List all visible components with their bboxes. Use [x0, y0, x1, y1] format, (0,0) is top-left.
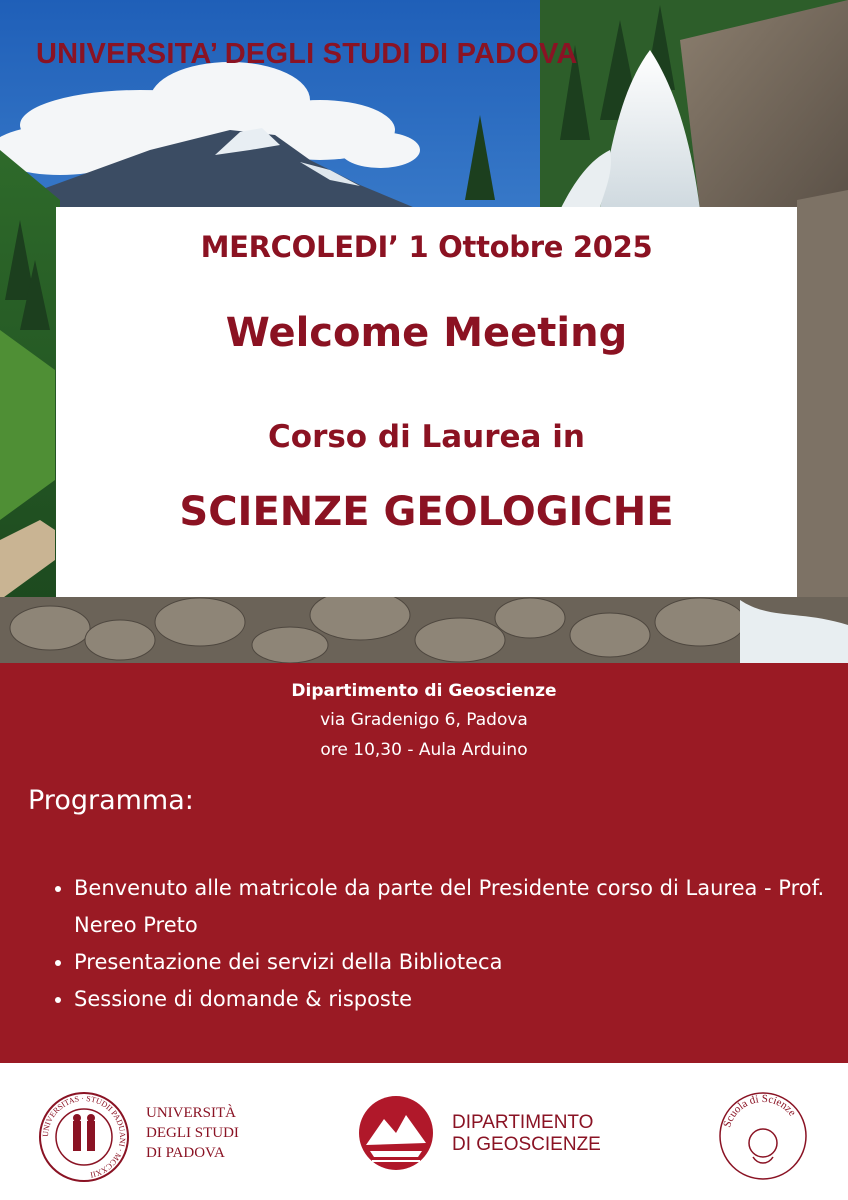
unipd-line-1: UNIVERSITÀ	[146, 1105, 236, 1121]
course-prefix: Corso di Laurea in	[268, 419, 585, 455]
unipd-wordmark	[146, 1103, 239, 1163]
info-band	[0, 663, 848, 1063]
program-item: • Sessione di domande & risposte	[74, 981, 848, 1018]
event-card	[56, 207, 797, 597]
department-name: Dipartimento di Geoscienze	[291, 681, 557, 701]
footer-logos	[0, 1063, 848, 1200]
university-title: UNIVERSITA’ DEGLI STUDI DI PADOVA	[36, 38, 578, 70]
program-heading: Programma:	[28, 785, 194, 816]
time-and-room: ore 10,30 - Aula Arduino	[320, 740, 528, 760]
unipd-seal-text: UNIVERSITAS · STUDII PADUANI · MCCXXII	[40, 1093, 128, 1180]
address: via Gradenigo 6, Padova	[320, 710, 528, 730]
geoscienze-logo-icon	[358, 1095, 434, 1171]
unipd-line-3: DI PADOVA	[146, 1145, 225, 1161]
dept-line-2: DI GEOSCIENZE	[452, 1134, 601, 1155]
program-item: • Benvenuto alle matricole da parte del Presidente corso di Laurea - Prof. Nereo Preto	[74, 870, 848, 944]
program-list	[44, 870, 848, 1018]
unipd-line-2: DEGLI STUDI	[146, 1125, 239, 1141]
event-date: MERCOLEDI’ 1 Ottobre 2025	[200, 230, 653, 264]
dept-line-1: DIPARTIMENTO	[452, 1112, 594, 1133]
geoscienze-wordmark	[452, 1112, 601, 1156]
unipd-seal-logo	[38, 1091, 130, 1183]
program-item: • Presentazione dei servizi della Biblioteca	[74, 944, 848, 981]
course-name: SCIENZE GEOLOGICHE	[179, 489, 674, 535]
event-title: Welcome Meeting	[225, 310, 628, 356]
scuola-seal-text: Scuola di Scienze	[721, 1092, 799, 1130]
scuola-scienze-seal-logo	[718, 1091, 808, 1181]
